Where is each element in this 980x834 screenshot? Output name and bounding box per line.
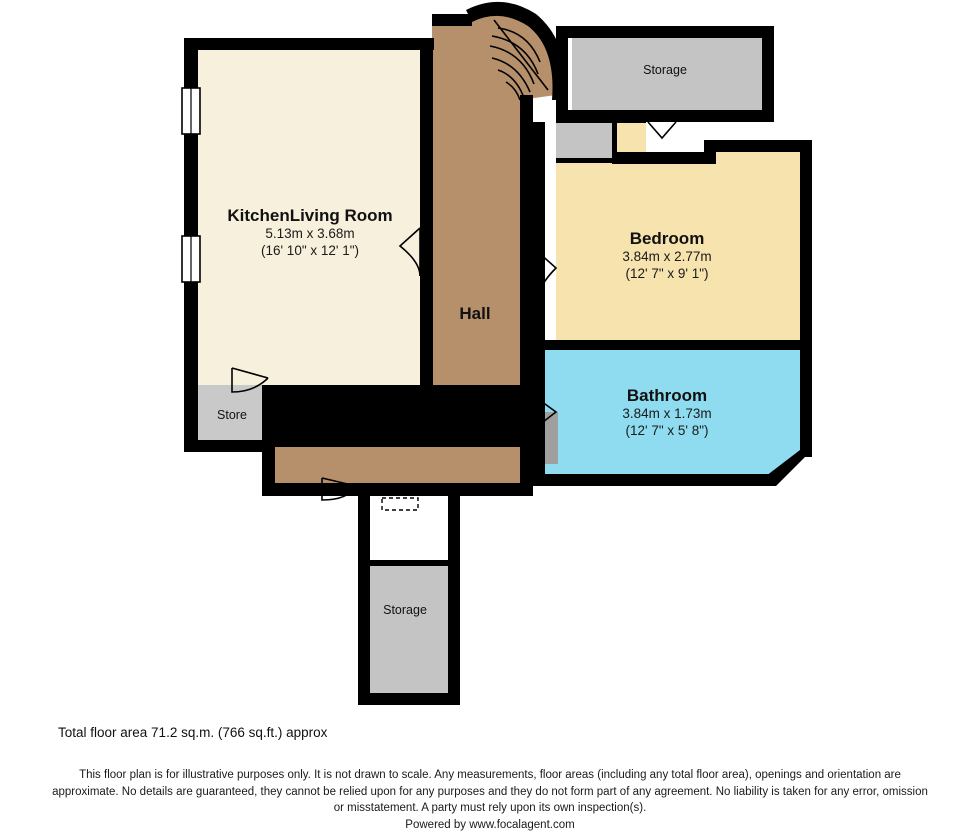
wall-bedroom-top-right <box>704 140 812 152</box>
bedroom-name: Bedroom <box>629 229 705 248</box>
door-storage-top <box>648 122 676 138</box>
storage-top-name: Storage <box>643 63 687 77</box>
store-fill <box>196 385 268 447</box>
bedroom-dims-imperial: (12' 7" x 9' 1") <box>625 266 709 282</box>
wall-storage-top-right <box>762 26 774 122</box>
storage-top-cupboard-fill <box>556 120 614 160</box>
wall-kitchen-top <box>184 38 434 50</box>
wall-kitchen-bottom-thick <box>262 385 524 447</box>
wall-hall-left <box>420 38 433 388</box>
wall-bedroom-right <box>800 140 812 355</box>
kitchen-living-dims-imperial: (16' 10" x 12' 1") <box>260 243 360 259</box>
wall-storage-bottom-top <box>368 560 450 566</box>
disclaimer-line-2: approximate. No details are guaranteed, they cannot be relied upon for any purposes and they do not form part of any agreement. No liability is taken for any error, omission <box>52 785 928 798</box>
wall-shaft-bottom <box>358 693 460 705</box>
window-kitchen-lower <box>182 236 200 282</box>
wall-hall-bottom <box>262 483 533 496</box>
disclaimer-text <box>30 767 950 834</box>
kitchen-living-dims-metric: 5.13m x 3.68m <box>265 226 355 242</box>
wall-hall-lower-left <box>262 447 275 495</box>
bathroom-fill <box>538 345 806 480</box>
wall-shaft-left <box>358 495 370 705</box>
powered-by: Powered by www.focalagent.com <box>405 819 575 832</box>
total-floor-area: Total floor area 71.2 sq.m. (766 sq.ft.) approx <box>58 725 328 740</box>
store-name: Store <box>217 408 247 422</box>
disclaimer-line-1: This floor plan is for illustrative purposes only. It is not drawn to scale. Any measurements, floor areas (including any total floor area), openings and orientation are <box>79 769 901 781</box>
wall-bedroom-left <box>533 122 545 397</box>
wall-shaft-right <box>448 495 460 705</box>
wall-nook-left-stub <box>432 14 472 26</box>
kitchen-living-name: KitchenLiving Room <box>227 206 393 225</box>
wall-bathroom-bottom <box>533 474 776 486</box>
wall-bedroom-top-left <box>612 152 716 164</box>
wall-bedroom-bathroom-divider <box>545 340 812 350</box>
wall-hall-right-upper <box>520 95 533 395</box>
bathroom-dims-imperial: (12' 7" x 5' 8") <box>625 423 709 439</box>
hall-name: Hall <box>459 304 491 323</box>
disclaimer-line-3: or misstatement. A party must rely upon its own inspection(s). <box>333 802 647 815</box>
storage-bottom-fill <box>368 565 450 695</box>
bedroom-dims-metric: 3.84m x 2.77m <box>622 249 712 265</box>
wall-storage-top-left <box>556 26 568 122</box>
bathroom-name: Bathroom <box>626 386 708 405</box>
wall-store-right <box>262 385 274 450</box>
window-kitchen-upper <box>182 88 200 134</box>
wall-cupboard-outline <box>556 118 646 123</box>
storage-top-fill <box>572 38 762 110</box>
bathroom-dims-metric: 3.84m x 1.73m <box>622 406 712 422</box>
kitchen-living-fill <box>196 45 428 385</box>
wall-store-bottom <box>184 440 274 452</box>
bedroom-fill <box>556 152 806 345</box>
wall-hall-right-lower <box>520 395 533 495</box>
wall-cupboard-bottom <box>556 158 618 163</box>
wall-storage-top-top <box>562 26 774 38</box>
storage-bottom-name: Storage <box>383 603 427 617</box>
wall-bathroom-right <box>800 345 812 457</box>
